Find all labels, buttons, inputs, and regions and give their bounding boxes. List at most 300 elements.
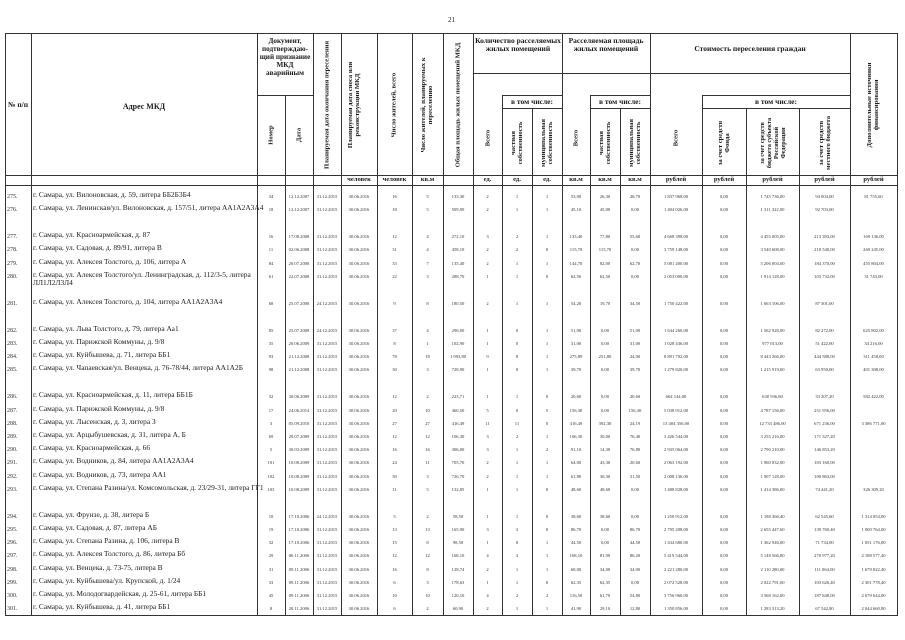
cell-cp: 1 — [515, 260, 519, 266]
cell-rp: 5 — [426, 194, 429, 199]
header-incl-area: в том числе: — [598, 97, 641, 106]
cell-add: 1 314 054,00 — [861, 513, 886, 519]
cell-date: 12.12.2007 — [288, 194, 310, 199]
cell-cp: 2 — [515, 434, 519, 439]
cell-add: 269 245,00 — [863, 247, 884, 253]
cell-area: 132,85 — [451, 486, 465, 492]
cell-end: 31.12.2015 — [316, 486, 338, 492]
cell-cost: 1 404 026,00 — [663, 207, 689, 213]
row-number: 292. — [7, 473, 18, 480]
row-address: г. Самара, ул. Садовая, д. 87, литера АБ — [33, 524, 157, 532]
cell-cost: 1 028 436,00 — [663, 341, 689, 346]
cell-add: 311 458,00 — [863, 354, 884, 360]
cell-c: 1 — [486, 273, 489, 279]
cell-date: 17.08.2008 — [288, 234, 310, 240]
cell-doc: 16 — [268, 234, 274, 240]
cell-demo: 30.06.2016 — [348, 566, 370, 572]
cell-end: 31.12.2015 — [316, 420, 338, 426]
cell-ap: 251,80 — [598, 354, 612, 360]
cell-cm: 1 — [545, 234, 549, 240]
cell-r: 11 — [392, 486, 397, 492]
cell-c: 1 — [486, 327, 489, 333]
cell-cost: 2 935 064,00 — [663, 447, 689, 453]
cell-loc: 33 207,20 — [815, 394, 834, 400]
cell-demo: 30.06.2016 — [348, 207, 370, 213]
table-row — [5, 457, 898, 470]
cell-c: 1 — [486, 486, 489, 492]
cell-demo: 30.06.2016 — [348, 394, 370, 400]
row-number: 296. — [7, 540, 18, 547]
cell-rp: 18 — [425, 354, 430, 360]
header-doc-date: Дата — [295, 127, 303, 143]
row-number: 288. — [7, 420, 18, 427]
table-row — [5, 325, 898, 338]
cell-r: 10 — [392, 593, 397, 598]
cell-cp: 1 — [515, 566, 519, 572]
cell-date: 09.11.2006 — [288, 579, 310, 585]
cell-demo: 30.06.2016 — [348, 579, 370, 585]
row-address: г. Самара, ул. Красноармейская, д. 11, литера ББ1Б — [33, 391, 193, 400]
row-address: г. Самара, ул. Ленинская/ул. Вилоновская, д. 157/51, литера АА1А2А3А4 — [33, 204, 264, 213]
cell-r: 37 — [392, 327, 397, 333]
table-row — [5, 537, 898, 550]
cell-reg: 4 455 005,00 — [760, 234, 785, 240]
cell-doc: 10 — [268, 513, 274, 519]
cell-reg: 2 790 210,00 — [760, 447, 785, 453]
cell-date: 20.07.2008 — [288, 260, 310, 266]
cell-add: 2 301 778,40 — [861, 579, 886, 585]
table-row — [5, 405, 898, 418]
cell-demo: 30.06.2016 — [348, 540, 370, 546]
cell-c: 4 — [486, 593, 489, 598]
cell-ap: 14,30 — [599, 447, 611, 453]
row-address: г. Самара, ул. Льва Толстого, д. 79, литера Аа1 — [33, 324, 179, 333]
cell-rp: 5 — [426, 207, 429, 213]
cell-doc: 103 — [267, 486, 275, 492]
cell-fund: 0,00 — [719, 407, 729, 413]
cell-fund: 0,00 — [719, 273, 729, 279]
row-address: г. Самара, ул. Алексея Толстого, д. 104, литера АА1А2А3А4 — [33, 297, 223, 306]
row-number: 299. — [7, 579, 18, 586]
cell-ap: 34,00 — [599, 566, 611, 572]
cell-area: 416,49 — [451, 420, 465, 426]
cell-doc: 19 — [268, 527, 274, 532]
cell-c: 2 — [486, 247, 489, 253]
cell-am: 62,70 — [629, 260, 641, 266]
cell-r: 16 — [392, 566, 397, 572]
cell-rp: 12 — [425, 553, 430, 559]
cell-fund: 0,00 — [719, 327, 729, 333]
cell-loc: 82 272,00 — [815, 327, 834, 333]
row-address: г. Самара, ул. Парижской Коммуны, д. 9/8 — [33, 404, 165, 413]
cell-fund: 0,00 — [719, 486, 729, 492]
cell-cp: 0 — [515, 540, 519, 546]
header-cost-local: за счет средств местного бюджета — [818, 115, 832, 171]
cell-demo: 30.06.2016 — [348, 606, 370, 612]
cell-cm: 5 — [545, 407, 549, 413]
cell-cost: 1 750 422,00 — [663, 300, 689, 306]
cell-ap: 0,00 — [600, 407, 610, 413]
row-address: г. Самара, ул. Алексея Толстого, д. 106, литера А — [33, 257, 187, 266]
cell-cost: 2 221 280,00 — [663, 566, 689, 572]
cell-cp: 8 — [515, 354, 519, 360]
cell-area: 726,70 — [451, 473, 465, 479]
cell-doc: 3 — [269, 420, 273, 426]
cell-cost: 1 488 828,00 — [663, 486, 689, 492]
cell-rp: 2 — [426, 606, 429, 612]
cell-reg: 630 936,80 — [762, 394, 783, 400]
cell-rp: 3 — [426, 579, 429, 585]
cell-a: 39,70 — [570, 367, 582, 373]
header-cost-group: Стоимость переселения граждан — [694, 44, 806, 53]
cell-cm: 2 — [545, 593, 549, 598]
cell-cm: 1 — [545, 553, 549, 559]
cell-fund: 0,00 — [719, 593, 729, 598]
cell-r: 16 — [392, 447, 397, 453]
cell-reg: 1 215 919,00 — [760, 367, 785, 373]
cell-a: 41,90 — [570, 606, 582, 612]
cell-cp: 1 — [515, 606, 519, 612]
cell-reg: 1 663 106,00 — [760, 300, 785, 306]
cell-ap: 30,30 — [599, 473, 611, 479]
cell-cm: 0 — [545, 486, 549, 492]
cell-ap: 82,00 — [599, 260, 611, 266]
cell-cm: 0 — [545, 527, 549, 532]
cell-cost: 5 081 400,00 — [663, 260, 689, 266]
cell-a: 48,60 — [570, 486, 582, 492]
cell-a: 54,20 — [570, 300, 582, 306]
cell-cost: 2 053 000,00 — [663, 273, 689, 279]
cell-r: 27 — [392, 420, 397, 426]
cell-cp: 1 — [515, 513, 519, 519]
cell-c: 2 — [486, 300, 489, 306]
cell-demo: 30.06.2016 — [348, 354, 370, 360]
cell-cost: 1 644 260,00 — [663, 327, 689, 333]
cell-rp: 3 — [426, 473, 429, 479]
cell-a: 116,50 — [569, 593, 583, 598]
table-row — [5, 511, 898, 524]
cell-loc: 187 848,00 — [814, 593, 835, 598]
cell-fund: 0,00 — [719, 513, 729, 519]
cell-end: 31.12.2015 — [316, 593, 338, 598]
cell-loc: 94 004,00 — [815, 194, 834, 199]
cell-loc: 111 064,00 — [814, 566, 835, 572]
cell-reg: 1 283 313,20 — [760, 606, 785, 612]
cell-area: 165,90 — [451, 527, 465, 532]
cell-doc: 29 — [268, 553, 274, 559]
cell-reg: 1 907 128,00 — [760, 473, 785, 479]
cell-area: 133,30 — [451, 194, 465, 199]
cell-fund: 0,00 — [719, 260, 729, 266]
cell-end: 31.12.2015 — [316, 407, 338, 413]
cell-cm: 0 — [545, 579, 549, 585]
cell-loc: 251 956,00 — [814, 407, 835, 413]
header-area-group: Расселяемая площадь жилых помещений — [568, 36, 644, 54]
cell-cost: 1 250 912,00 — [663, 513, 689, 519]
cell-loc: 71 734,00 — [815, 540, 834, 546]
cell-doc: 11 — [268, 247, 274, 253]
cell-am: 76,80 — [629, 447, 641, 453]
cell-doc: 93 — [268, 354, 274, 360]
cell-a: 416,49 — [569, 420, 583, 426]
cell-cost: 3 426 544,00 — [663, 434, 689, 439]
cell-add: 2 679 644,00 — [861, 593, 886, 598]
cell-loc: 218 540,00 — [814, 247, 835, 253]
row-number: 279. — [7, 260, 18, 267]
table-row — [5, 231, 898, 244]
row-address: г. Самара, ул. Водников, д. 73, литера АА1 — [33, 470, 167, 479]
row-number: 284. — [7, 354, 18, 361]
header-count-total: Всего — [484, 129, 492, 147]
cell-c: 2 — [486, 473, 489, 479]
cell-cm: 0 — [545, 420, 549, 426]
cell-cost: 5 038 912,00 — [663, 407, 689, 413]
table-row — [5, 191, 898, 204]
cell-cp: 11 — [514, 420, 520, 426]
cell-date: 17.10.2006 — [288, 540, 310, 546]
cell-loc: 139 760,40 — [814, 527, 835, 532]
row-address: г. Самара, ул. Степана Разина, д. 106, литера В — [33, 537, 180, 546]
cell-end: 31.12.2015 — [316, 273, 338, 279]
cell-reg: 2 110 280,00 — [760, 566, 785, 572]
table-row — [5, 524, 898, 537]
cell-c: 2 — [486, 460, 489, 466]
cell-am: 0,00 — [630, 486, 640, 492]
cell-rp: 5 — [426, 486, 429, 492]
cell-date: 20.06.2009 — [288, 341, 310, 346]
cell-loc: 67 542,80 — [815, 606, 834, 612]
cell-date: 30.03.2009 — [288, 447, 310, 453]
cell-rp: 1 — [426, 341, 429, 346]
cell-cm: 1 — [545, 606, 549, 612]
cell-am: 156,30 — [628, 407, 642, 413]
cell-doc: 17 — [268, 407, 274, 413]
unit-label: рублей — [713, 176, 735, 183]
cell-demo: 30.06.2016 — [348, 247, 370, 253]
cell-ap: 30,00 — [599, 434, 611, 439]
cell-demo: 30.06.2016 — [348, 327, 370, 333]
cell-r: 12 — [392, 553, 397, 559]
cell-add: 2 188 577,40 — [861, 553, 886, 559]
cell-ap: 19,70 — [599, 300, 611, 306]
unit-label: ед. — [483, 176, 492, 183]
cell-date: 09.11.2006 — [288, 566, 310, 572]
row-number: 289. — [7, 434, 18, 440]
cell-end: 31.12.2015 — [316, 234, 338, 240]
header-additional: Дополнительные источники финансирования — [866, 62, 880, 148]
cell-cm: 1 — [545, 566, 549, 572]
cell-cost: 1 434 680,00 — [663, 540, 689, 546]
cell-cp: 3 — [515, 553, 519, 559]
cell-reg: 4 787 156,00 — [760, 407, 785, 413]
cell-add: 455 804,00 — [863, 260, 884, 266]
cell-c: 3 — [486, 447, 489, 453]
cell-cost: 13 404 356,00 — [662, 420, 690, 426]
cell-a: 115,70 — [569, 247, 583, 253]
cell-rp: 4 — [426, 234, 429, 240]
cell-area: 1 993,80 — [449, 354, 467, 360]
cell-fund: 0,00 — [719, 566, 729, 572]
cell-fund: 0,00 — [719, 194, 729, 199]
cell-doc: 61 — [268, 273, 274, 279]
row-number: 291. — [7, 460, 18, 467]
cell-cm: 1 — [545, 434, 549, 439]
cell-ap: 38,60 — [599, 513, 611, 519]
cell-cp: 1 — [515, 473, 519, 479]
cell-loc: 103 732,00 — [814, 273, 835, 279]
cell-ap: 48,60 — [599, 486, 611, 492]
cell-reg: 1 960 032,00 — [760, 460, 785, 466]
header-area-private: частная собственность — [598, 121, 612, 165]
table-row — [5, 603, 898, 616]
cell-am: 26,70 — [629, 194, 641, 199]
cell-ap: 81,90 — [599, 553, 611, 559]
cell-doc: 31 — [268, 566, 274, 572]
cell-date: 12.12.2007 — [288, 207, 310, 213]
cell-area: 705,70 — [451, 460, 465, 466]
cell-loc: 87 301,00 — [815, 300, 834, 306]
cell-reg: 3 568 162,00 — [760, 593, 785, 598]
cell-a: 91,10 — [570, 447, 582, 453]
cell-am: 44,50 — [629, 540, 641, 546]
cell-rp: 2 — [426, 513, 429, 519]
cell-date: 09.11.2006 — [288, 593, 310, 598]
cell-loc: 171 327,20 — [814, 434, 835, 439]
cell-ap: 0,00 — [600, 394, 610, 400]
row-number: 295. — [7, 527, 18, 533]
table-row — [5, 271, 898, 298]
row-address: г. Самара, ул. Красноармейская, д. 66 — [33, 444, 151, 453]
cell-rp: 3 — [426, 273, 429, 279]
cell-loc: 103 160,00 — [814, 460, 835, 466]
cell-ap: 62,35 — [599, 579, 611, 585]
cell-c: 2 — [486, 260, 489, 266]
cell-date: 21.12.2008 — [288, 367, 310, 373]
cell-demo: 30.06.2016 — [348, 447, 370, 453]
cell-add: 169 136,00 — [863, 234, 884, 240]
cell-doc: 85 — [268, 327, 274, 333]
cell-add: 1 000 764,00 — [861, 527, 886, 532]
cell-am: 0,00 — [630, 247, 640, 253]
cell-demo: 30.06.2016 — [348, 341, 370, 346]
cell-a: 31,00 — [570, 341, 582, 346]
cell-c: 2 — [486, 207, 489, 213]
cell-area: 106,30 — [451, 434, 465, 439]
table-row — [5, 364, 898, 391]
row-number: 294. — [7, 513, 18, 520]
cell-add: 1 679 822,40 — [861, 566, 886, 572]
cell-r: 20 — [392, 407, 397, 413]
cell-fund: 0,00 — [719, 420, 729, 426]
cell-area: 458,10 — [451, 247, 465, 253]
unit-label: кв.м — [420, 176, 435, 183]
cell-cm: 1 — [545, 367, 549, 373]
cell-fund: 0,00 — [719, 540, 729, 546]
cell-end: 31.12.2015 — [316, 247, 338, 253]
cell-r: 12 — [392, 434, 397, 439]
row-address: г. Самара, ул. Водников, д. 84, литера АА1А2А3А4 — [33, 457, 194, 466]
cell-r: 8 — [393, 341, 396, 346]
cell-r: 12 — [392, 234, 397, 240]
cell-date: 20.11.2006 — [288, 606, 310, 612]
row-address: г. Самара, ул. Парижской Коммуны, д. 9/8 — [33, 338, 165, 346]
cell-a: 68,00 — [570, 566, 582, 572]
cell-c: 1 — [486, 394, 489, 400]
cell-cm: 1 — [545, 460, 549, 466]
cell-am: 20,60 — [629, 394, 641, 400]
cell-ap: 115,70 — [598, 247, 612, 253]
table-row — [5, 298, 898, 325]
row-address: г. Самара, ул. Вилоновская, д. 59, литера ББ2Б3Б4 — [33, 191, 191, 199]
cell-demo: 30.06.2016 — [348, 260, 370, 266]
cell-demo: 30.06.2016 — [348, 513, 370, 519]
cell-r: 18 — [392, 207, 397, 213]
cell-am: 76,40 — [629, 434, 641, 439]
cell-add: 1 051 176,00 — [861, 540, 886, 546]
cell-cm: 1 — [545, 354, 549, 360]
cell-demo: 30.06.2016 — [348, 460, 370, 466]
cell-fund: 0,00 — [719, 447, 729, 453]
cell-cm: 1 — [545, 300, 549, 306]
cell-doc: 98 — [268, 367, 274, 373]
row-address: г. Самара, ул. Молодогвардейская, д. 25-61, литера ББ1 — [33, 590, 207, 598]
cell-doc: 35 — [268, 341, 274, 346]
cell-doc: 34 — [268, 194, 274, 199]
cell-reg: 12 733 486,00 — [759, 420, 786, 426]
cell-am: 31,00 — [629, 341, 641, 346]
cell-cost: 2 008 136,00 — [663, 473, 689, 479]
cell-cp: 0 — [515, 341, 519, 346]
row-address: г. Самара, ул. Красноармейская, д. 87 — [33, 231, 151, 240]
cell-cp: 1 — [515, 579, 519, 585]
cell-add: 582 422,00 — [863, 394, 884, 400]
cell-area: 128,74 — [451, 566, 465, 572]
cell-loc: 146 853,20 — [814, 447, 835, 453]
table-row — [5, 444, 898, 457]
cell-reg: 1 562 928,00 — [760, 327, 785, 333]
cell-date: 02.06.2008 — [288, 247, 310, 253]
cell-a: 86,70 — [570, 527, 582, 532]
header-area-total: Всего — [572, 129, 580, 147]
cell-end: 31.12.2015 — [316, 367, 338, 373]
cell-area: 180,50 — [451, 300, 465, 306]
unit-label: рублей — [863, 176, 884, 183]
row-number: 281. — [7, 300, 18, 307]
header-count-group: Количество расселяемых жилых помещений — [475, 36, 561, 54]
unit-label: рублей — [762, 176, 783, 183]
cell-am: 24,19 — [629, 420, 641, 426]
cell-end: 24.12.2015 — [316, 300, 338, 306]
cell-c: 9 — [486, 354, 489, 360]
cell-am: 31,50 — [629, 473, 641, 479]
cell-fund: 0,00 — [719, 394, 729, 400]
cell-area: 272,10 — [451, 234, 465, 240]
cell-reg: 977 013,00 — [762, 341, 783, 346]
cell-area: 58,50 — [452, 513, 464, 519]
cell-loc: 51 422,00 — [815, 341, 834, 346]
cell-cp: 1 — [515, 460, 519, 466]
table-row — [5, 471, 898, 484]
cell-r: 24 — [392, 460, 397, 466]
cell-r: 22 — [392, 273, 397, 279]
cell-r: 6 — [393, 606, 396, 612]
cell-ap: 62,50 — [599, 273, 611, 279]
cell-reg: 5 206 004,00 — [760, 260, 785, 266]
cell-rp: 12 — [425, 434, 430, 439]
cell-ap: 0,00 — [600, 527, 610, 532]
cell-cost: 1 279 820,00 — [663, 367, 689, 373]
cell-am: 24,90 — [629, 354, 641, 360]
